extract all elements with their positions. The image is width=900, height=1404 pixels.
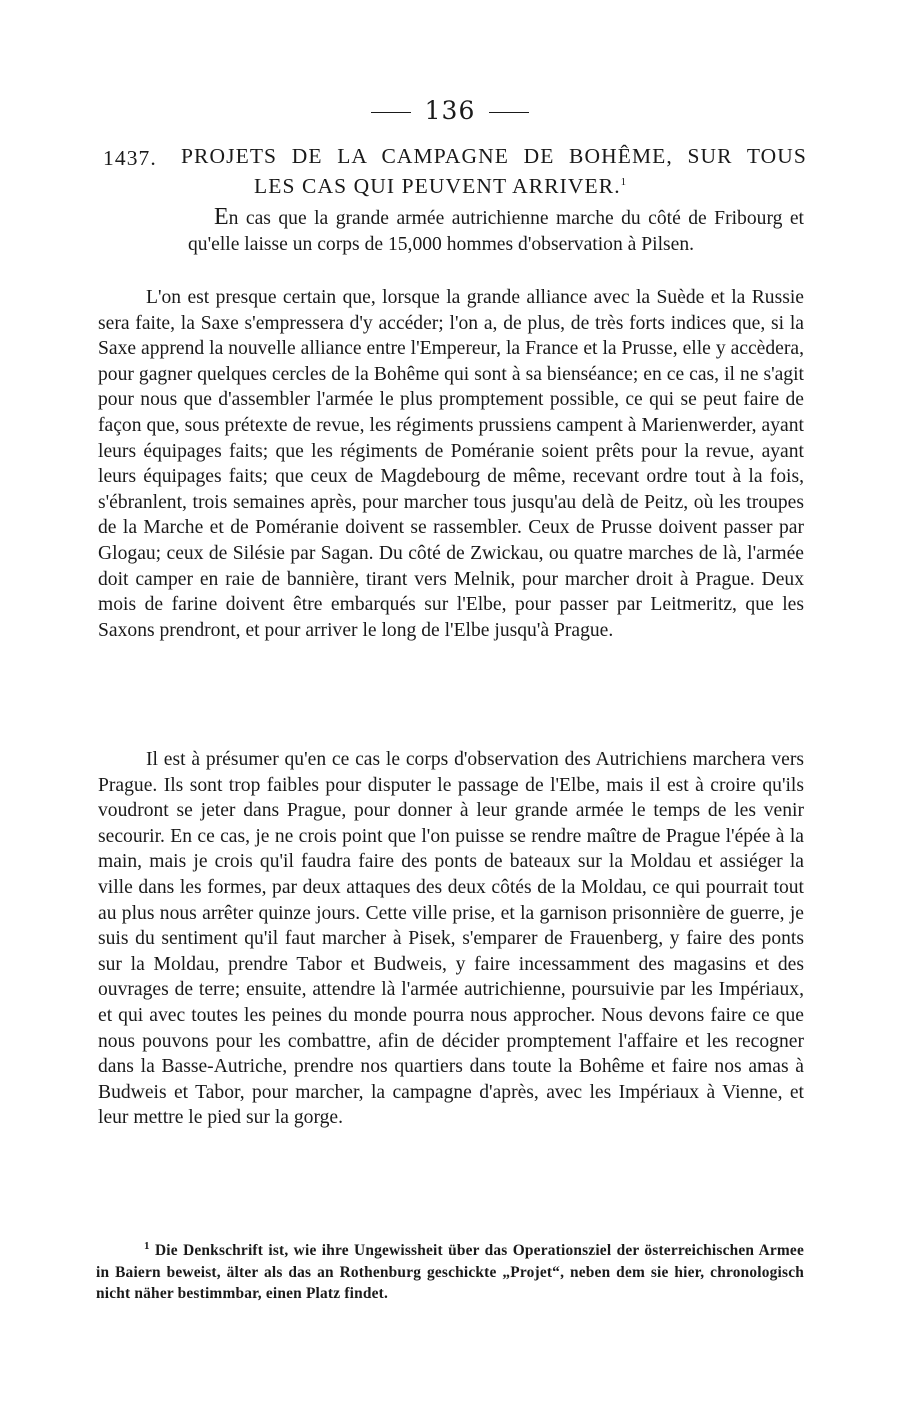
intro-paragraph — [188, 205, 804, 257]
heading-line-2 — [254, 169, 627, 199]
footnote — [96, 1236, 804, 1305]
paragraph-2-text: Il est à présumer qu'en ce cas le corps d'observation des Autrichiens marchera vers Prague. Ils sont trop faibles pour disputer le passage de l'Elbe, mais il est à croire qu'ils voudront se jeter dans Prague, pour donner à leur grande armée le temps de les venir secourir. En ce cas, je ne crois point que l'on puisse se rendre maître de Prague l'épée à la main, mais je crois qu'il faudra faire des ponts de bateaux sur la Moldau et assiéger la ville dans les formes, par deux attaques des deux côtés de la Moldau, ce qui pourrait tout au plus nous arrêter quinze jours. Cette ville prise, et la garnison prisonnière de guerre, je suis du sentiment qu'il faut marcher à Pisek, s'emparer de Frauenberg, y faire des ponts sur la Moldau, prendre Tabor et Budweis, y faire incessamment des magasins et des ouvrages de terre; ensuite, attendre là l'armée autrichienne, poursuivie par les Impériaux, et qui avec toutes les peines du monde pourra nous approcher. Nous devons faire ce que nous pouvons pour les combattre, afin de décider promptement l'affaire et les recogner dans la Basse-Autriche, prendre nos quartiers dans toute la Bohême et faire nos amas à Budweis et Tabor, pour marcher, la campagne d'après, avec les Impériaux à Vienne, et leur mettre le pied sur la gorge. — [98, 749, 804, 1129]
page-number-dash-right — [489, 112, 529, 113]
heading-line-2-text: LES CAS QUI PEUVENT ARRIVER. — [254, 174, 621, 199]
paragraph-1-text: L'on est presque certain que, lorsque la grande alliance avec la Suède et la Russie sera faite, la Saxe s'empressera d'y accéder; l'on a, de plus, de très forts indices que, si la Saxe apprend la nouvelle alliance entre l'Empereur, la France et la Prusse, elle y accèdera, pour gagner quelques cercles de la Bohême qui sont à sa bienséance; en ce cas, il ne s'agit pour nous que d'assembler l'armée le plus promptement possible, ce qui se peut faire de façon que, sous prétexte de revue, les régiments prussiens campent à Marienwerder, ayant leurs équipages faits; que les régiments de Poméranie soient prêts pour la revue, ayant leurs équipages faits; que ceux de Magdebourg de même, recevant ordre tout à la fois, s'ébranlent, trois semaines après, pour marcher tous jusqu'au delà de Peitz, où les troupes de la Marche et de Poméranie doivent se rassembler. Ceux de Prusse doivent passer par Glogau; ceux de Silésie par Sagan. Du côté de Zwickau, ou quatre marches de là, l'armée doit camper en raie de bannière, tirant vers Melnik, pour marcher droit à Prague. Deux mois de farine doivent être embarqués sur l'Elbe, pour passer par Leitmeritz, que les Saxons prendront, et pour arriver le long de l'Elbe jusqu'à Prague. — [98, 287, 804, 641]
document-number: 1437. — [103, 146, 157, 170]
page-number — [0, 96, 900, 125]
page-number-dash-left — [371, 112, 411, 113]
body-paragraph-1 — [98, 285, 804, 643]
body-paragraph-2 — [98, 747, 804, 1131]
heading-line-1: PROJETS DE LA CAMPAGNE DE BOHÊME, SUR TOUS — [181, 144, 807, 168]
heading-footnote-mark: 1 — [620, 176, 628, 188]
intro-text: n cas que la grande armée autrichienne marche du côté de Fribourg et qu'elle laisse un corps de 15,000 hommes d'observation à Pilsen. — [188, 208, 804, 255]
footnote-text: Die Denkschrift ist, wie ihre Ungewissheit über das Operationsziel der österreichischen Armee in Baiern beweist, älter als das an Rothenburg geschickte „Projet“, neben dem sie hier, chronologisch nicht näher bestimmbar, einen Platz findet. — [96, 1242, 804, 1303]
page-number-text: 136 — [424, 96, 476, 125]
footnote-mark: 1 — [144, 1240, 150, 1252]
intro-initial-letter: E — [214, 204, 229, 230]
